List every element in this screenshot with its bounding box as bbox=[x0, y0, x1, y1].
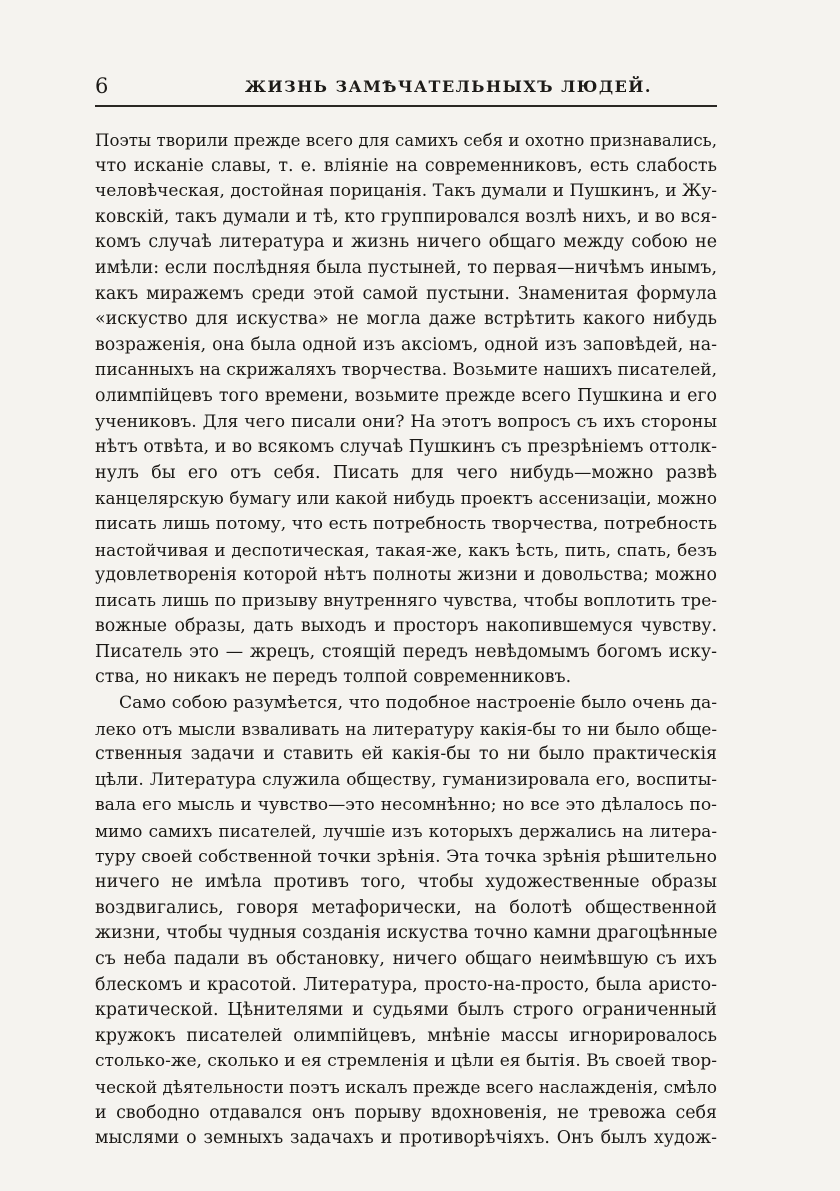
text-line: Писатель это — жрецъ, стоящій передъ невѣдомымъ богомъ иску- bbox=[95, 641, 717, 662]
page-number: 6 bbox=[95, 74, 109, 98]
text-line: блескомъ и красотой. Литература, просто-на-просто, была аристо- bbox=[95, 974, 717, 995]
text-line: олимпійцевъ того времени, возьмите прежде всего Пушкина и его bbox=[95, 385, 717, 406]
text-line: столько-же, сколько и ея стремленія и цѣли ея бытія. Въ своей твор- bbox=[95, 1051, 717, 1072]
text-line: мимо самихъ писателей, лучшіе изъ которыхъ держались на литера- bbox=[95, 821, 717, 842]
text-line: ковскій, такъ думали и тѣ, кто группировался возлѣ нихъ, и во вся- bbox=[95, 206, 717, 227]
text-line: канцелярскую бумагу или какой нибудь проектъ ассенизаціи, можно bbox=[95, 488, 717, 509]
text-line: какъ миражемъ среди этой самой пустыни. Знаменитая формула bbox=[95, 283, 717, 304]
text-line: комъ случаѣ литература и жизнь ничего общаго между собою не bbox=[95, 232, 717, 253]
text-line: писать лишь потому, что есть потребность творчества, потребность bbox=[95, 513, 717, 534]
running-head: ЖИЗНЬ ЗАМѢЧАТЕЛЬНЫХЪ ЛЮДЕЙ. bbox=[245, 77, 652, 96]
text-line: съ неба падали въ обстановку, ничего общаго неимѣвшую съ ихъ bbox=[95, 949, 717, 969]
text-line: туру своей собственной точки зрѣнія. Эта точка зрѣнія рѣшительно bbox=[95, 846, 717, 867]
text-line: возраженія, она была одной изъ аксіомъ, одной изъ заповѣдей, на- bbox=[95, 334, 717, 355]
text-line: жизни, чтобы чудныя созданія искуства точно камни драгоцѣнные bbox=[95, 923, 718, 944]
text-line: человѣческая, достойная порицанія. Такъ думали и Пушкинъ, и Жу- bbox=[95, 181, 717, 202]
text-line: вала его мысль и чувство—это несомнѣнно; но все это дѣлалось по- bbox=[95, 795, 717, 816]
text-line: нулъ бы его отъ себя. Писать для чего нибудь—можно развѣ bbox=[95, 462, 717, 483]
text-line: кружокъ писателей олимпійцевъ, мнѣніе массы игнорировалось bbox=[95, 1025, 717, 1046]
text-line: «искуство для искуства» не могла даже встрѣтить какого нибудь bbox=[95, 309, 717, 330]
text-line: цѣли. Литература служила обществу, гуманизировала его, воспиты- bbox=[95, 769, 717, 790]
text-line: нѣтъ отвѣта, и во всякомъ случаѣ Пушкинъ съ презрѣніемъ оттолк- bbox=[95, 437, 717, 458]
text-line: ства, но никакъ не передъ толпой современниковъ. bbox=[95, 667, 572, 688]
text-line: имѣли: если послѣдняя была пустыней, то первая—ничѣмъ инымъ, bbox=[95, 257, 717, 278]
body-text bbox=[95, 128, 717, 1152]
text-line: ничего не имѣла противъ того, чтобы художественные образы bbox=[95, 872, 717, 893]
text-line: ственныя задачи и ставить ей какія-бы то ни было практическія bbox=[95, 744, 717, 765]
text-line: леко отъ мысли взваливать на литературу какія-бы то ни было обще- bbox=[95, 718, 717, 739]
text-line: мыслями о земныхъ задачахъ и противорѣчіяхъ. Онъ былъ худож- bbox=[95, 1128, 717, 1149]
header-rule bbox=[95, 105, 717, 107]
text-line: и свободно отдавался онъ порыву вдохновенія, не тревожа себя bbox=[95, 1102, 717, 1123]
text-line: писать лишь по призыву внутренняго чувства, чтобы воплотить тре- bbox=[95, 590, 717, 611]
text-line: учениковъ. Для чего писали они? На этотъ вопросъ съ ихъ стороны bbox=[95, 411, 717, 432]
text-line: Поэты творили прежде всего для самихъ себя и охотно признавались, bbox=[95, 131, 717, 150]
text-line: ческой дѣятельности поэтъ искалъ прежде всего наслажденія, смѣло bbox=[95, 1076, 717, 1097]
text-line: что исканіе славы, т. е. вліяніе на современниковъ, есть слабость bbox=[95, 155, 717, 176]
text-line: кратической. Цѣнителями и судьями былъ строго ограниченный bbox=[95, 1000, 717, 1021]
text-line: удовлетворенія которой нѣтъ полноты жизни и довольства; можно bbox=[95, 565, 717, 586]
text-line: вожные образы, дать выходъ и просторъ накопившемуся чувству. bbox=[95, 616, 717, 637]
text-line: Само собою разумѣется, что подобное настроеніе было очень да- bbox=[119, 693, 717, 714]
text-line: писанныхъ на скрижаляхъ творчества. Возьмите нашихъ писателей, bbox=[95, 360, 717, 381]
page-header bbox=[95, 74, 717, 104]
text-line: воздвигались, говоря метафорически, на болотѣ общественной bbox=[95, 897, 717, 918]
text-line: настойчивая и деспотическая, такая-же, какъ ѣсть, пить, спать, безъ bbox=[95, 539, 717, 560]
